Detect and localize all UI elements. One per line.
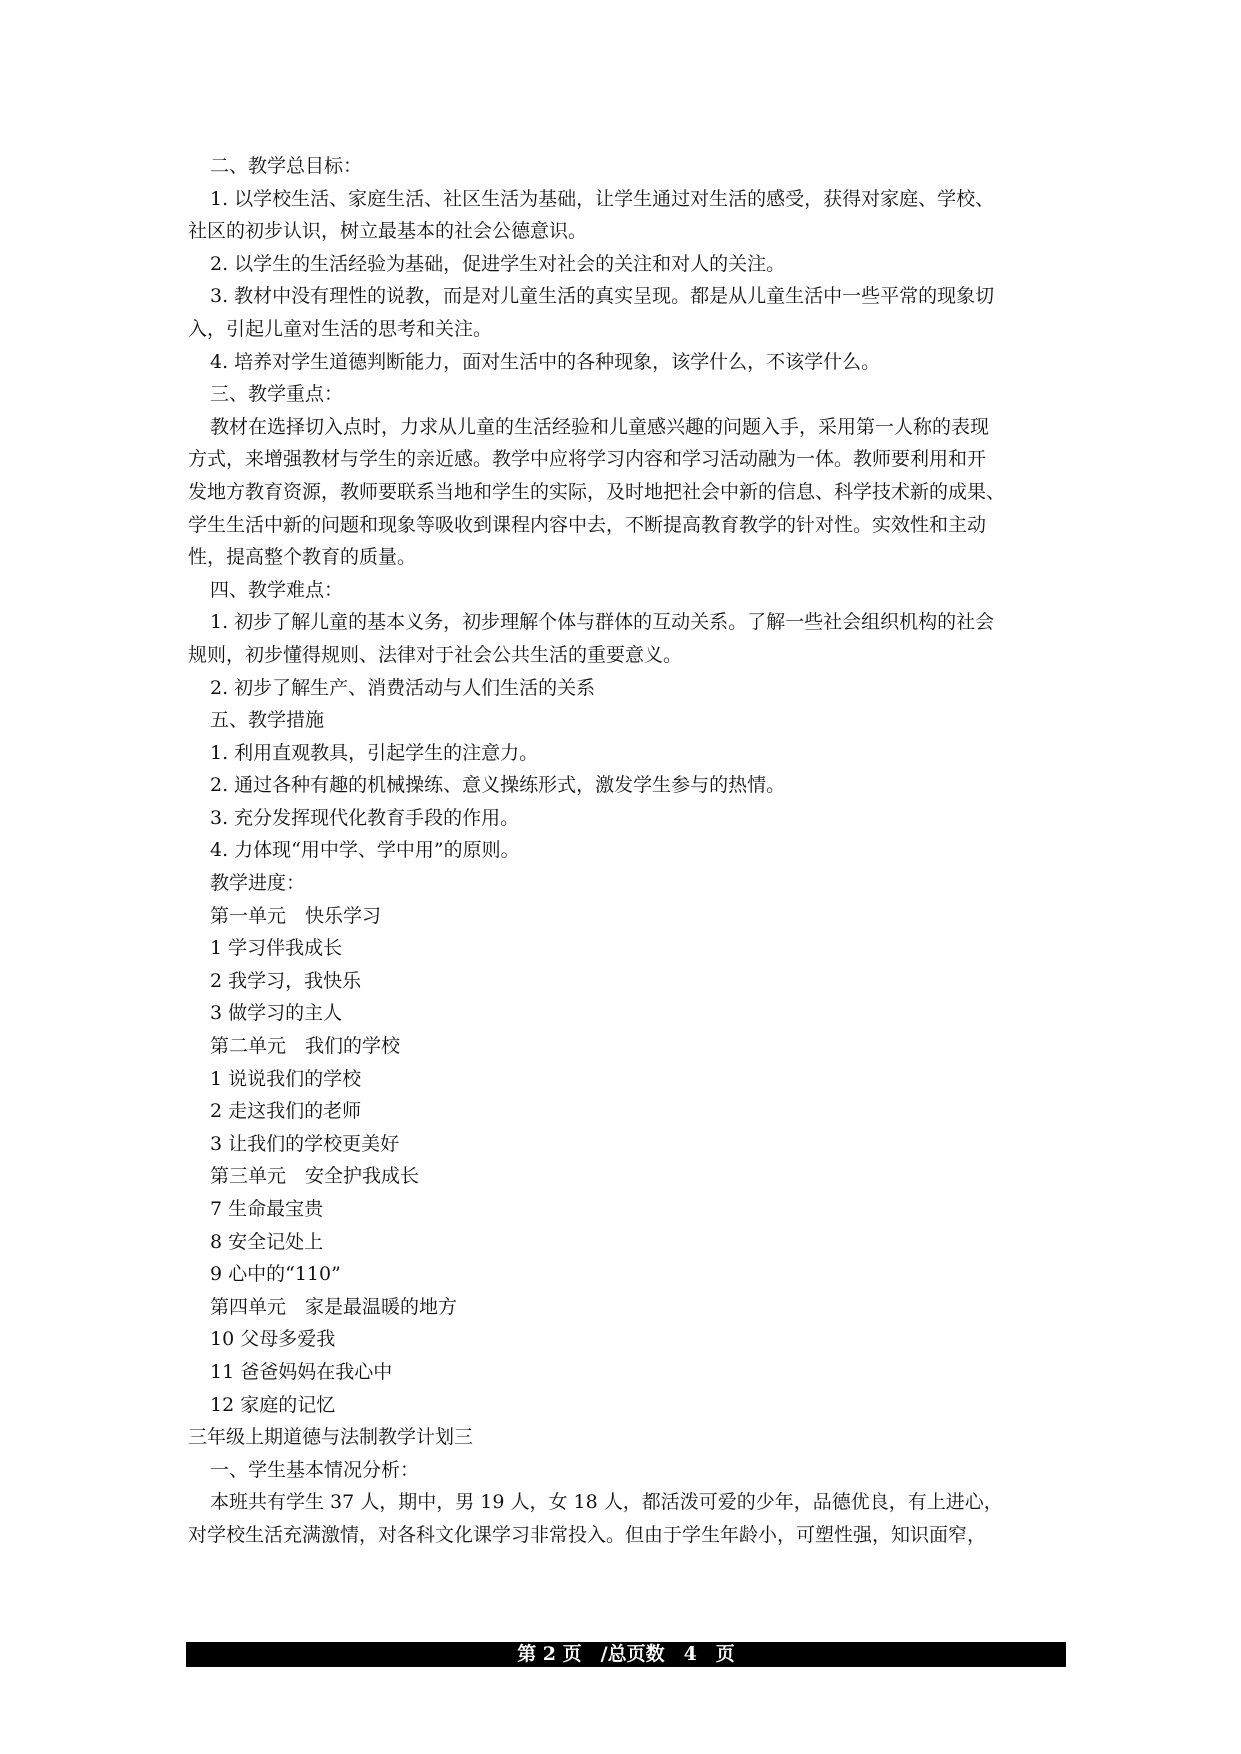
lesson-item: 2 走这我们的老师 [210,1100,362,1123]
document-title: 三年级上期道德与法制教学计划三 [188,1426,474,1449]
list-item: 3. 充分发挥现代化教育手段的作用。 [210,806,520,829]
section-heading: 四、教学难点： [210,578,344,601]
section-heading: 二、教学总目标： [210,155,363,177]
paragraph-line: 1. 初步了解儿童的基本义务，初步理解个体与群体的互动关系。了解一些社会组织机构的社会 [210,611,995,634]
paragraph-line: 2. 初步了解生产、消费活动与人们生活的关系 [210,676,596,699]
unit-heading: 第一单元 快乐学习 [210,904,382,927]
list-item: 1. 利用直观教具，引起学生的注意力。 [210,741,539,764]
paragraph-line: 本班共有学生 37 人，期中，男 19 人，女 18 人，都活泼可爱的少年，品德优良，有上进心， [210,1491,1003,1514]
paragraph-line: 学生生活中新的问题和现象等吸收到课程内容中去，不断提高教育教学的针对性。实效性和主动 [188,513,987,536]
section-heading: 五、教学措施 [210,709,325,732]
paragraph-line: 2. 以学生的生活经验为基础，促进学生对社会的关注和对人的关注。 [210,252,786,275]
paragraph-line: 发地方教育资源，教师要联系当地和学生的实际，及时地把社会中新的信息、科学技术新的成果、 [188,480,1006,503]
list-item: 2. 通过各种有趣的机械操练、意义操练形式，激发学生参与的热情。 [210,774,786,797]
lesson-item: 9 心中的“110” [210,1263,341,1286]
paragraph-line: 方式，来增强教材与学生的亲近感。教学中应将学习内容和学习活动融为一体。教师要利用和开 [188,448,987,471]
page-number: 第 2 页 /总页数 4 页 [517,1643,735,1665]
unit-heading: 第二单元 我们的学校 [210,1035,401,1058]
unit-heading: 第三单元 安全护我成长 [210,1165,420,1188]
paragraph-line: 对学校生活充满激情，对各科文化课学习非常投入。但由于学生年龄小，可塑性强，知识面窄， [188,1523,987,1546]
paragraph-line: 性，提高整个教育的质量。 [188,546,417,569]
paragraph-line: 4. 培养对学生道德判断能力，面对生活中的各种现象，该学什么，不该学什么。 [210,350,881,373]
section-heading: 教学进度： [210,872,306,895]
unit-heading: 第四单元 家是最温暖的地方 [210,1295,458,1318]
lesson-item: 10 父母多爱我 [210,1328,336,1351]
lesson-item: 2 我学习，我快乐 [210,969,362,992]
lesson-item: 3 让我们的学校更美好 [210,1132,400,1155]
lesson-item: 3 做学习的主人 [210,1002,343,1025]
page-footer [186,1642,1066,1667]
paragraph-line: 教材在选择切入点时，力求从儿童的生活经验和儿童感兴趣的问题入手，采用第一人称的表现 [210,415,990,438]
lesson-item: 12 家庭的记忆 [210,1393,336,1416]
lesson-item: 1 说说我们的学校 [210,1067,362,1090]
lesson-item: 8 安全记处上 [210,1230,324,1253]
paragraph-line: 规则，初步懂得规则、法律对于社会公共生活的重要意义。 [188,643,683,666]
paragraph-line: 3. 教材中没有理性的说教，而是对儿童生活的真实呈现。都是从儿童生活中一些平常的现象切 [210,285,995,308]
list-item: 4. 力体现“用中学、学中用”的原则。 [210,839,520,862]
paragraph-line: 社区的初步认识，树立最基本的社会公德意识。 [188,220,588,243]
section-heading: 三、教学重点： [210,383,344,406]
lesson-item: 11 爸爸妈妈在我心中 [210,1360,393,1383]
paragraph-line: 入，引起儿童对生活的思考和关注。 [188,317,493,340]
document-body [188,150,1058,1552]
section-heading: 一、学生基本情况分析： [210,1458,420,1481]
paragraph-line: 1. 以学校生活、家庭生活、社区生活为基础，让学生通过对生活的感受，获得对家庭、学校、 [210,187,995,210]
lesson-item: 7 生命最宝贵 [210,1198,324,1220]
lesson-item: 1 学习伴我成长 [210,937,343,960]
